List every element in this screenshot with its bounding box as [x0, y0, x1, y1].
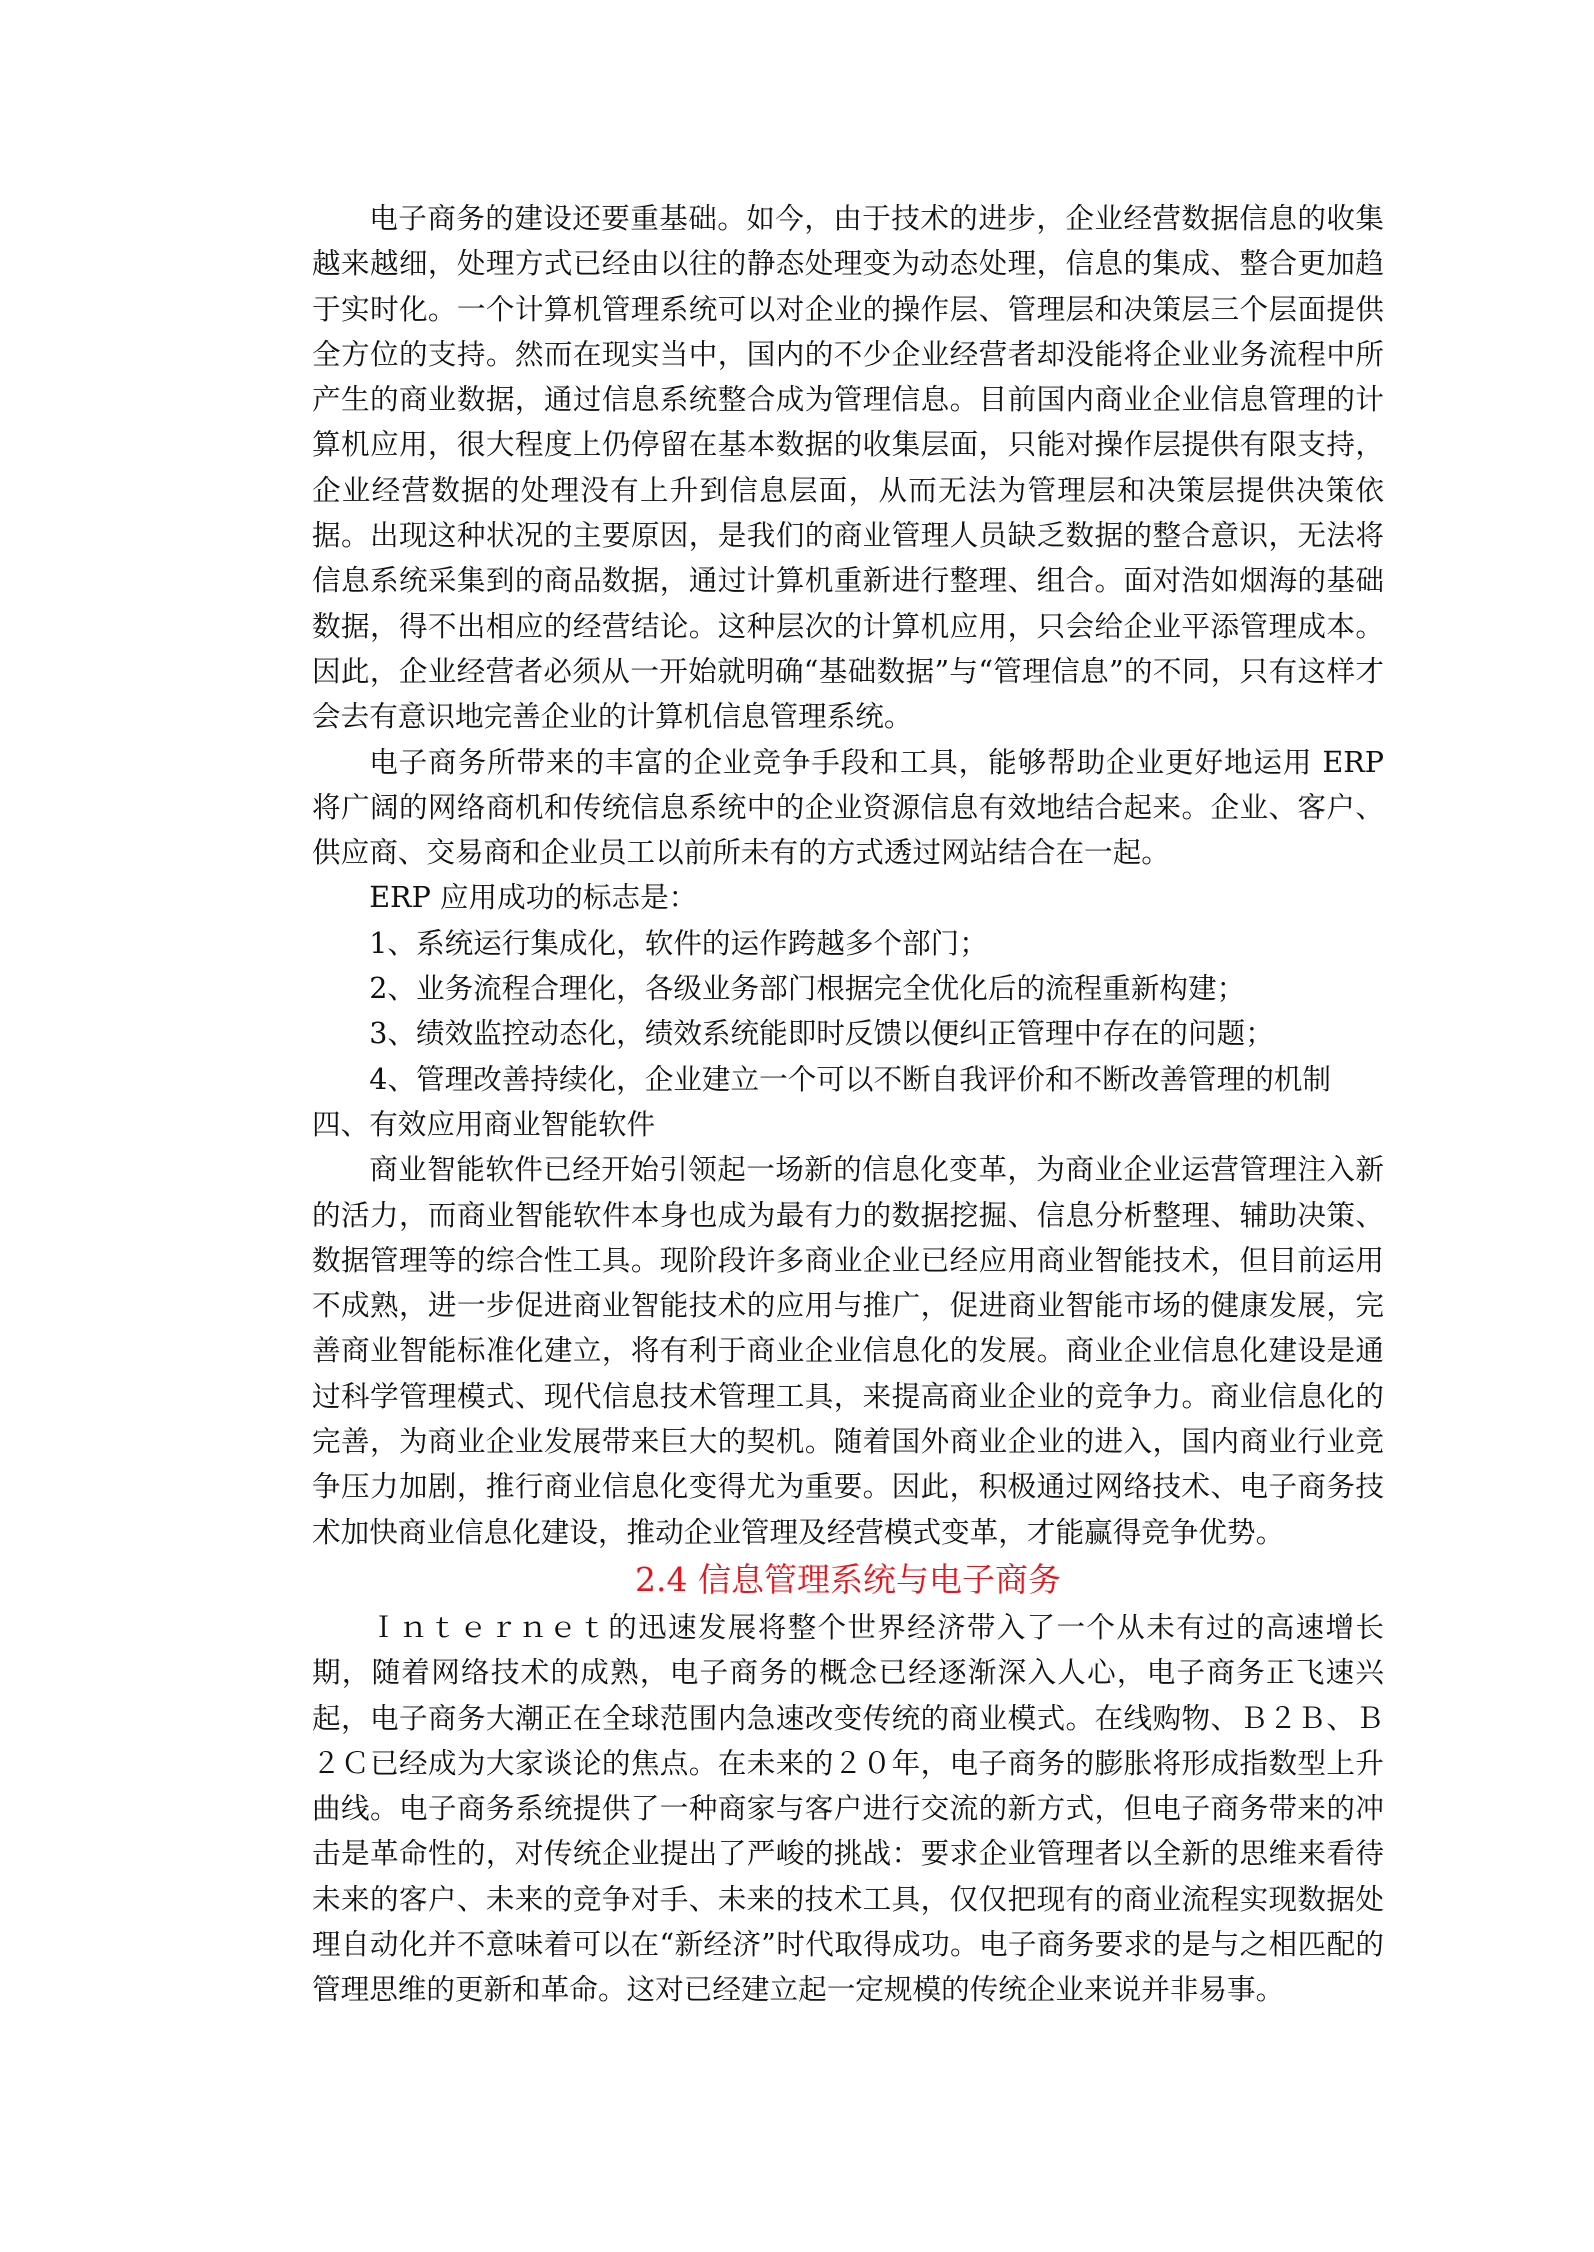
list-item-3: 3、绩效监控动态化，绩效系统能即时反馈以便纠正管理中存在的问题； [369, 1016, 1274, 1051]
paragraph-erp-success-intro: ERP 应用成功的标志是： [369, 880, 698, 915]
section-heading: 2.4 信息管理系统与电子商务 [635, 1559, 1061, 1599]
document-body [312, 196, 1384, 2013]
subsection-heading: 四、有效应用商业智能软件 [312, 1106, 656, 1141]
paragraph-ecommerce-foundation: 电子商务的建设还要重基础。如今，由于技术的进步，企业经营数据信息的收集越来越细，处理方式已经由以往的静态处理变为动态处理，信息的集成、整合更加趋于实时化。一个计算机管理系统可以对企业的操作层、管理层和决策层三个层面提供全方位的支持。然而在现实当中，国内的不少企业经营者却没能将企业业务流程中所产生的商业数据，通过信息系统整合成为管理信息。目前国内商业企业信息管理的计算机应用，很大程度上仍停留在基本数据的收集层面，只能对操作层提供有限支持，企业经营数据的处理没有上升到信息层面，从而无法为管理层和决策层提供决策依据。出现这种状况的主要原因，是我们的商业管理人员缺乏数据的整合意识，无法将信息系统采集到的商品数据，通过计算机重新进行整理、组合。面对浩如烟海的基础数据，得不出相应的经营结论。这种层次的计算机应用，只会给企业平添管理成本。因此，企业经营者必须从一开始就明确“基础数据”与“管理信息”的不同，只有这样才会去有意识地完善企业的计算机信息管理系统。 [312, 201, 1384, 734]
list-item-2: 2、业务流程合理化，各级业务部门根据完全优化后的流程重新构建； [369, 971, 1246, 1006]
paragraph-business-intelligence: 商业智能软件已经开始引领起一场新的信息化变革，为商业企业运营管理注入新的活力，而商业智能软件本身也成为最有力的数据挖掘、信息分析整理、辅助决策、数据管理等的综合性工具。现阶段许多商业企业已经应用商业智能技术，但目前运用不成熟，进一步促进商业智能技术的应用与推广，促进商业智能市场的健康发展，完善商业智能标准化建立，将有利于商业企业信息化的发展。商业企业信息化建设是通过科学管理模式、现代信息技术管理工具，来提高商业企业的竞争力。商业信息化的完善，为商业企业发展带来巨大的契机。随着国外商业企业的进入，国内商业行业竞争压力加剧，推行商业信息化变得尤为重要。因此，积极通过网络技术、电子商务技术加快商业信息化建设，推动企业管理及经营模式变革，才能赢得竞争优势。 [312, 1152, 1384, 1549]
list-item-1: 1、系统运行集成化，软件的运作跨越多个部门； [369, 925, 988, 960]
paragraph-ecommerce-tools: 电子商务所带来的丰富的企业竞争手段和工具，能够帮助企业更好地运用 ERP 将广阔的网络商机和传统信息系统中的企业资源信息有效地结合起来。企业、客户、供应商、交易商和企业员工以前所未有的方式透过网站结合在一起。 [312, 744, 1384, 870]
list-item-4: 4、管理改善持续化，企业建立一个可以不断自我评价和不断改善管理的机制 [369, 1061, 1331, 1096]
paragraph-internet-ecommerce: Ｉｎｔｅｒｎｅｔ的迅速发展将整个世界经济带入了一个从未有过的高速增长期，随着网络技术的成熟，电子商务的概念已经逐渐深入人心，电子商务正飞速兴起，电子商务大潮正在全球范围内急速改变传统的商业模式。在线购物、Ｂ２Ｂ、Ｂ２Ｃ已经成为大家谈论的焦点。在未来的２０年，电子商务的膨胀将形成指数型上升曲线。电子商务系统提供了一种商家与客户进行交流的新方式，但电子商务带来的冲击是革命性的，对传统企业提出了严峻的挑战：要求企业管理者以全新的思维来看待未来的客户、未来的竞争对手、未来的技术工具，仅仅把现有的商业流程实现数据处理自动化并不意味着可以在“新经济”时代取得成功。电子商务要求的是与之相匹配的管理思维的更新和革命。这对已经建立起一定规模的传统企业来说并非易事。 [312, 1609, 1384, 2007]
